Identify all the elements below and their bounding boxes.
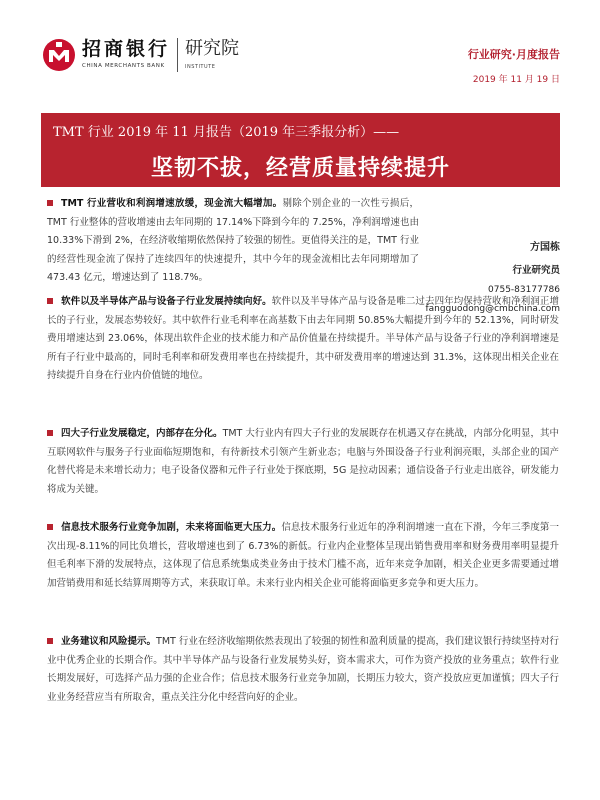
summary-paragraph [47,293,559,386]
bank-name: 招商银行 [82,38,171,60]
cmb-logo-icon [42,38,76,72]
paragraph-heading: TMT 行业营收和利润增速放缓，现金流大幅增加。 [61,198,283,209]
paragraph-heading: 业务建议和风险提示。 [61,636,157,647]
paragraph-heading: 软件以及半导体产品与设备子行业发展持续向好。 [61,296,272,307]
summary-paragraph [47,519,559,593]
report-date: 2019 年 11 月 19 日 [472,75,560,85]
report-meta [468,46,560,85]
title-banner [41,113,560,187]
analyst-role: 行业研究员 [512,265,560,276]
report-title: 坚韧不拔，经营质量持续提升 [150,156,450,181]
paragraph-heading: 信息技术服务行业竞争加剧，未来将面临更大压力。 [61,522,282,533]
institute-name-en: INSTITUTE [185,64,216,70]
paragraph-heading: 四大子行业发展稳定，内部存在分化。 [61,428,223,439]
summary-paragraph [47,633,559,707]
paragraph-body: TMT 大行业内有四大子行业的发展既存在机遇又存在挑战，内部分化明显，其中互联网软件与服务子行业面临短期饱和，有待新技术引领产生新业态；电脑与外围设备子行业利润亮眼，头部企业的国产化替代将是未来增长动力；电子设备仪器和元件子行业处于探底期，5G 是拉动因素；通信设备子行业走出底谷，研发能力将成为关键。 [47,428,559,495]
bank-name-en: CHINA MERCHANTS BANK [82,63,165,69]
analyst-email[interactable]: fangguodong@cmbchina.com [425,304,560,314]
bullet-icon [47,200,53,206]
institute-name: 研究院 [185,38,240,59]
bullet-icon [47,298,53,304]
analyst-name: 方国栋 [530,242,560,253]
analyst-phone: 0755-83177786 [488,285,560,295]
paragraph-body: 软件以及半导体产品与设备是唯二过去四年均保持营收和净利润正增长的子行业，发展态势较好。其中软件行业毛利率在高基数下由去年同期 50.85%大幅提升到今年的 52.13%，同时研发费用增速达到 23.06%，体现出软件企业的技术能力和产品价值量在持续提升。半导体产品与设备子行业的净利润增速是所有子行业中最高的，同时毛利率和研发费用率也在持续提升，其中研发费用率的增速达到 31.3%，这体现出相关企业在持续提升自身在行业内价值链的地位。 [47,296,559,382]
logo [42,38,239,72]
bullet-icon [47,638,53,644]
bullet-icon [47,524,53,530]
report-subtitle: TMT 行业 2019 年 11 月报告（2019 年三季报分析）—— [53,125,400,140]
paragraph-body: TMT 行业在经济收缩期依然表现出了较强的韧性和盈利质量的提高，我们建议银行持续坚持对行业中优秀企业的长期合作。其中半导体产品与设备行业发展势头好，资本需求大，可作为资产投放的业务重点；软件行业长期发展好，可选择产品力强的企业合作；信息技术服务行业竞争加剧，长期压力较大，资产投放应更加谨慎；四大子行业业务经营应当有所取舍，重点关注分化中经营向好的企业。 [47,636,559,703]
paragraph-body: 信息技术服务行业近年的净利润增速一直在下滑，今年三季度第一次出现-8.11%的同比负增长，营收增速也到了 6.73%的新低。行业内企业整体呈现出销售费用率和财务费用率明显提升但毛利率下滑的发展特点，这体现了信息系统集成类业务由于技术门槛不高，近年来竞争加剧，相关企业更多需要通过增加营销费用和延长结算周期等方式，来获取订单。未来行业内相关企业可能将面临更多竞争和更大压力。 [47,522,559,589]
summary-paragraph [47,425,559,499]
paragraph-body: 剔除个别企业的一次性亏损后，TMT 行业整体的营收增速由去年同期的 17.14%下降到今年的 7.25%，净利润增速也由 10.33%下滑到 2%，在经济收缩期依然保持了较强的韧性。更值得关注的是，TMT 行业的经营性现金流了保持了连续四年的快速提升，其中今年的现金流相比去年同期增加了 473.43 亿元，增速达到了 118.7%。 [47,198,419,284]
summary-paragraph [47,195,419,288]
bullet-icon [47,430,53,436]
report-type: 行业研究·月度报告 [467,48,560,61]
logo-divider [177,38,178,72]
